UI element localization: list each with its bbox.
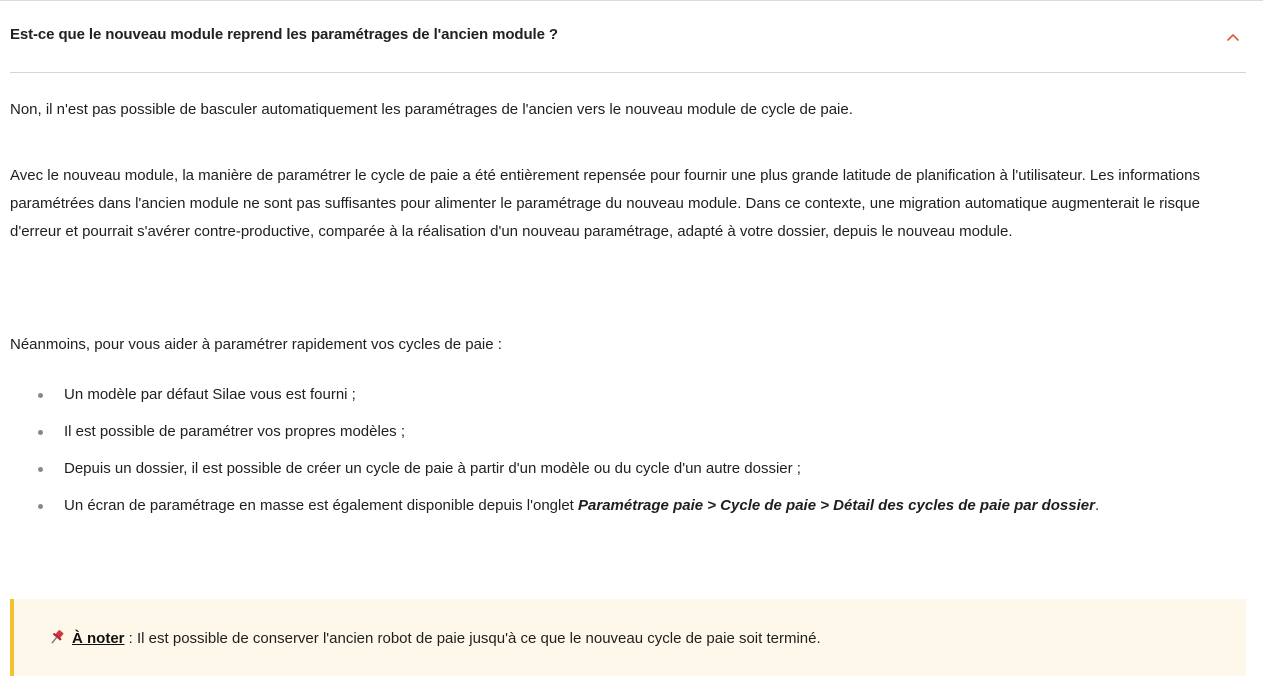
chevron-up-icon[interactable] [1226,30,1240,44]
list-item [10,381,1246,418]
faq-accordion-header[interactable] [10,16,1246,56]
top-divider [0,0,1263,1]
list-item-suffix: . [1094,497,1100,514]
list-item [10,418,1246,455]
accordion-divider [10,72,1246,73]
pushpin-icon [48,628,66,646]
list-item-text: Il est possible de paramétrer vos propres modèles ; [64,423,405,440]
list-item [10,455,1246,492]
answer-bullet-list [10,381,1246,529]
answer-paragraph-2: Avec le nouveau module, la manière de paramétrer le cycle de paie a été entièrement repensée pour fournir une plus grande latitude de planification à l'utilisateur. Les informations paramétrées dans l'ancien module ne sont pas suffisantes pour alimenter le paramétrage du nouveau module. Dans ce contexte, une migration automatique augmenterait le risque d'erreur et pourrait s'avérer contre-productive, comparée à la réalisation d'un nouveau paramétrage, adapté à votre dossier, depuis le nouveau module. [10,167,1200,240]
note-text: Il est possible de conserver l'ancien robot de paie jusqu'à ce que le nouveau cycle de paie soit terminé. [137,630,821,647]
list-item-text: Un écran de paramétrage en masse est également disponible depuis l'onglet [64,497,579,514]
list-item-text: Un modèle par défaut Silae vous est fourni ; [64,386,356,403]
answer-paragraph-1: Non, il n'est pas possible de basculer automatiquement les paramétrages de l'ancien vers le nouveau module de cycle de paie. [10,101,853,118]
bullet-dot-icon [38,467,43,472]
note-line [48,627,821,651]
bullet-dot-icon [38,393,43,398]
note-callout [10,599,1246,676]
note-label: À noter [72,630,125,647]
faq-question-title: Est-ce que le nouveau module reprend les paramétrages de l'ancien module ? [10,26,558,43]
answer-paragraph-3: Néanmoins, pour vous aider à paramétrer rapidement vos cycles de paie : [10,336,502,353]
menu-path-emphasis: Paramétrage paie > Cycle de paie > Détail des cycles de paie par dossier [578,497,1095,514]
note-separator: : [124,630,138,647]
list-item [10,492,1246,529]
bullet-dot-icon [38,504,43,509]
bullet-dot-icon [38,430,43,435]
list-item-text: Depuis un dossier, il est possible de créer un cycle de paie à partir d'un modèle ou du cycle d'un autre dossier ; [64,460,801,477]
